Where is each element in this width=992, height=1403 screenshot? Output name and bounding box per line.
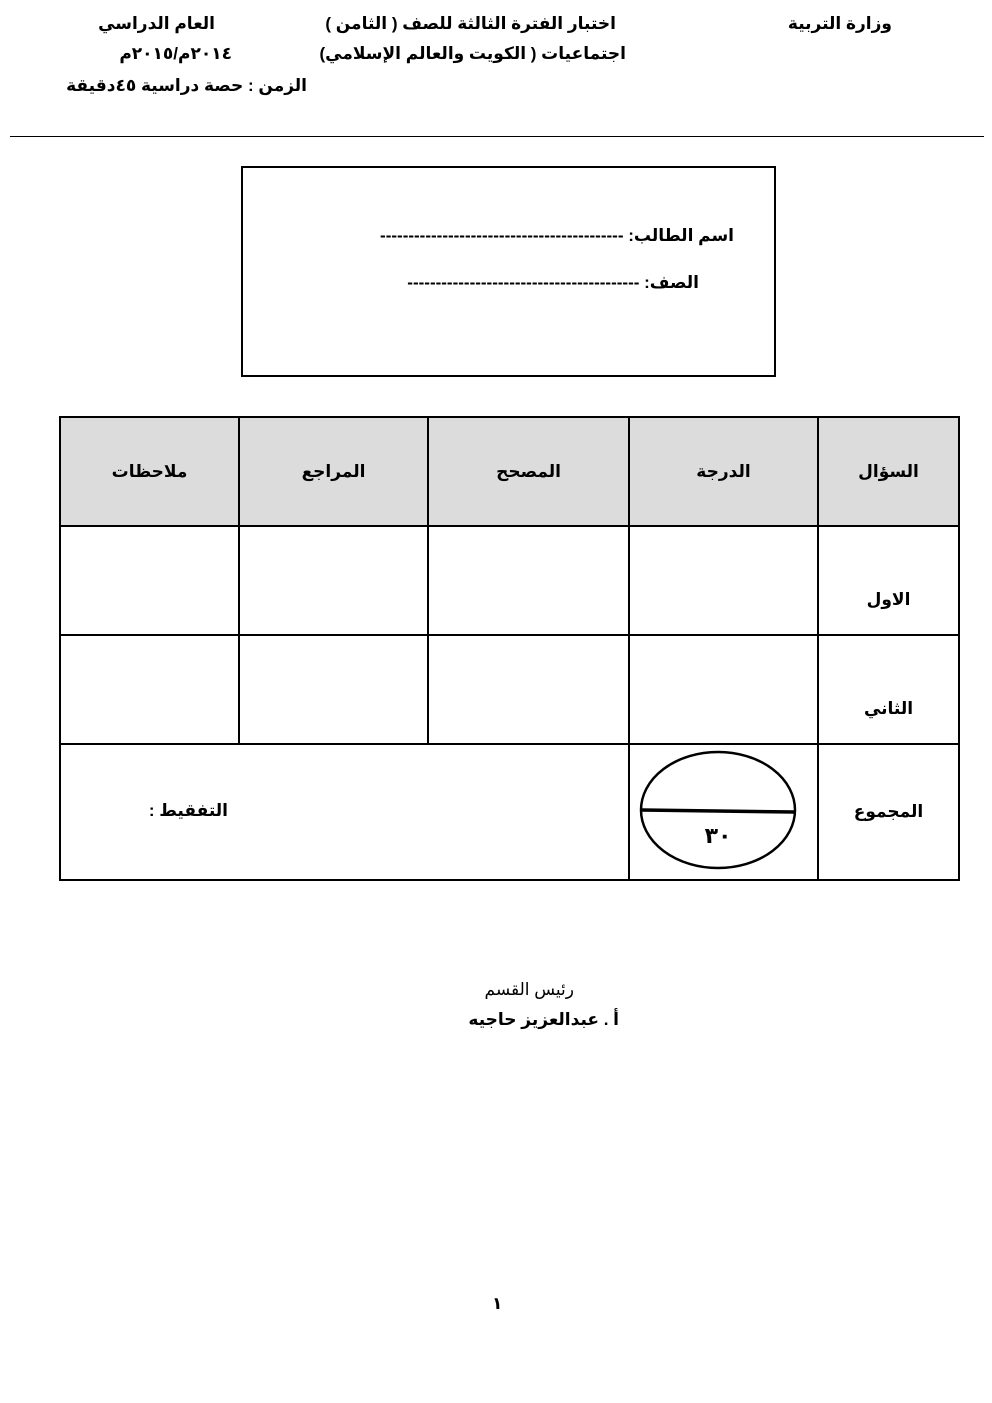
grades-table: [59, 416, 960, 881]
department-head-name: أ . عبدالعزيز حاجيه: [468, 1010, 619, 1029]
exam-duration: الزمن : حصة دراسية ٤٥دقيقة: [66, 76, 307, 95]
academic-year-label: العام الدراسي: [98, 14, 215, 33]
question-label: [818, 635, 959, 744]
grade-cell[interactable]: [629, 526, 818, 635]
spelled-total-cell[interactable]: [60, 744, 629, 880]
exam-title: اختبار الفترة الثالثة للصف ( الثامن ): [325, 14, 616, 33]
student-class-field[interactable]: الصف: -----------------------------------------: [407, 273, 699, 292]
page-number: ١: [492, 1294, 503, 1313]
spelled-total-label: التفقيط :: [148, 801, 228, 820]
reviewer-cell[interactable]: [239, 526, 428, 635]
header-divider: [10, 136, 984, 137]
notes-cell[interactable]: [60, 526, 239, 635]
header-question: السؤال: [818, 417, 959, 526]
header-grade: الدرجة: [629, 417, 818, 526]
corrector-cell[interactable]: [428, 526, 629, 635]
question-label: [818, 526, 959, 635]
header-reviewer: المراجع: [239, 417, 428, 526]
table-row: [60, 526, 959, 635]
table-header-row: [60, 417, 959, 526]
total-row: [60, 744, 959, 880]
table-row: [60, 635, 959, 744]
oval-divider: [642, 810, 794, 812]
question-first: الاول: [866, 589, 911, 609]
score-oval: [639, 750, 797, 870]
reviewer-cell[interactable]: [239, 635, 428, 744]
total-max-score: ٣٠: [704, 824, 732, 849]
total-label: المجموع: [818, 744, 959, 880]
department-head-title: رئيس القسم: [484, 980, 574, 999]
academic-year-value: ٢٠١٤م/٢٠١٥م: [119, 44, 232, 63]
subject-title: اجتماعيات ( الكويت والعالم الإسلامي): [319, 44, 626, 63]
notes-cell[interactable]: [60, 635, 239, 744]
grade-cell[interactable]: [629, 635, 818, 744]
total-score-cell[interactable]: [629, 744, 818, 880]
ministry-name: وزارة التربية: [787, 14, 892, 33]
student-info-box: [241, 166, 776, 377]
student-name-field[interactable]: اسم الطالب: -------------------------------------------: [380, 226, 734, 245]
header-corrector: المصحح: [428, 417, 629, 526]
header-notes: ملاحظات: [60, 417, 239, 526]
question-second: الثاني: [863, 698, 914, 718]
corrector-cell[interactable]: [428, 635, 629, 744]
